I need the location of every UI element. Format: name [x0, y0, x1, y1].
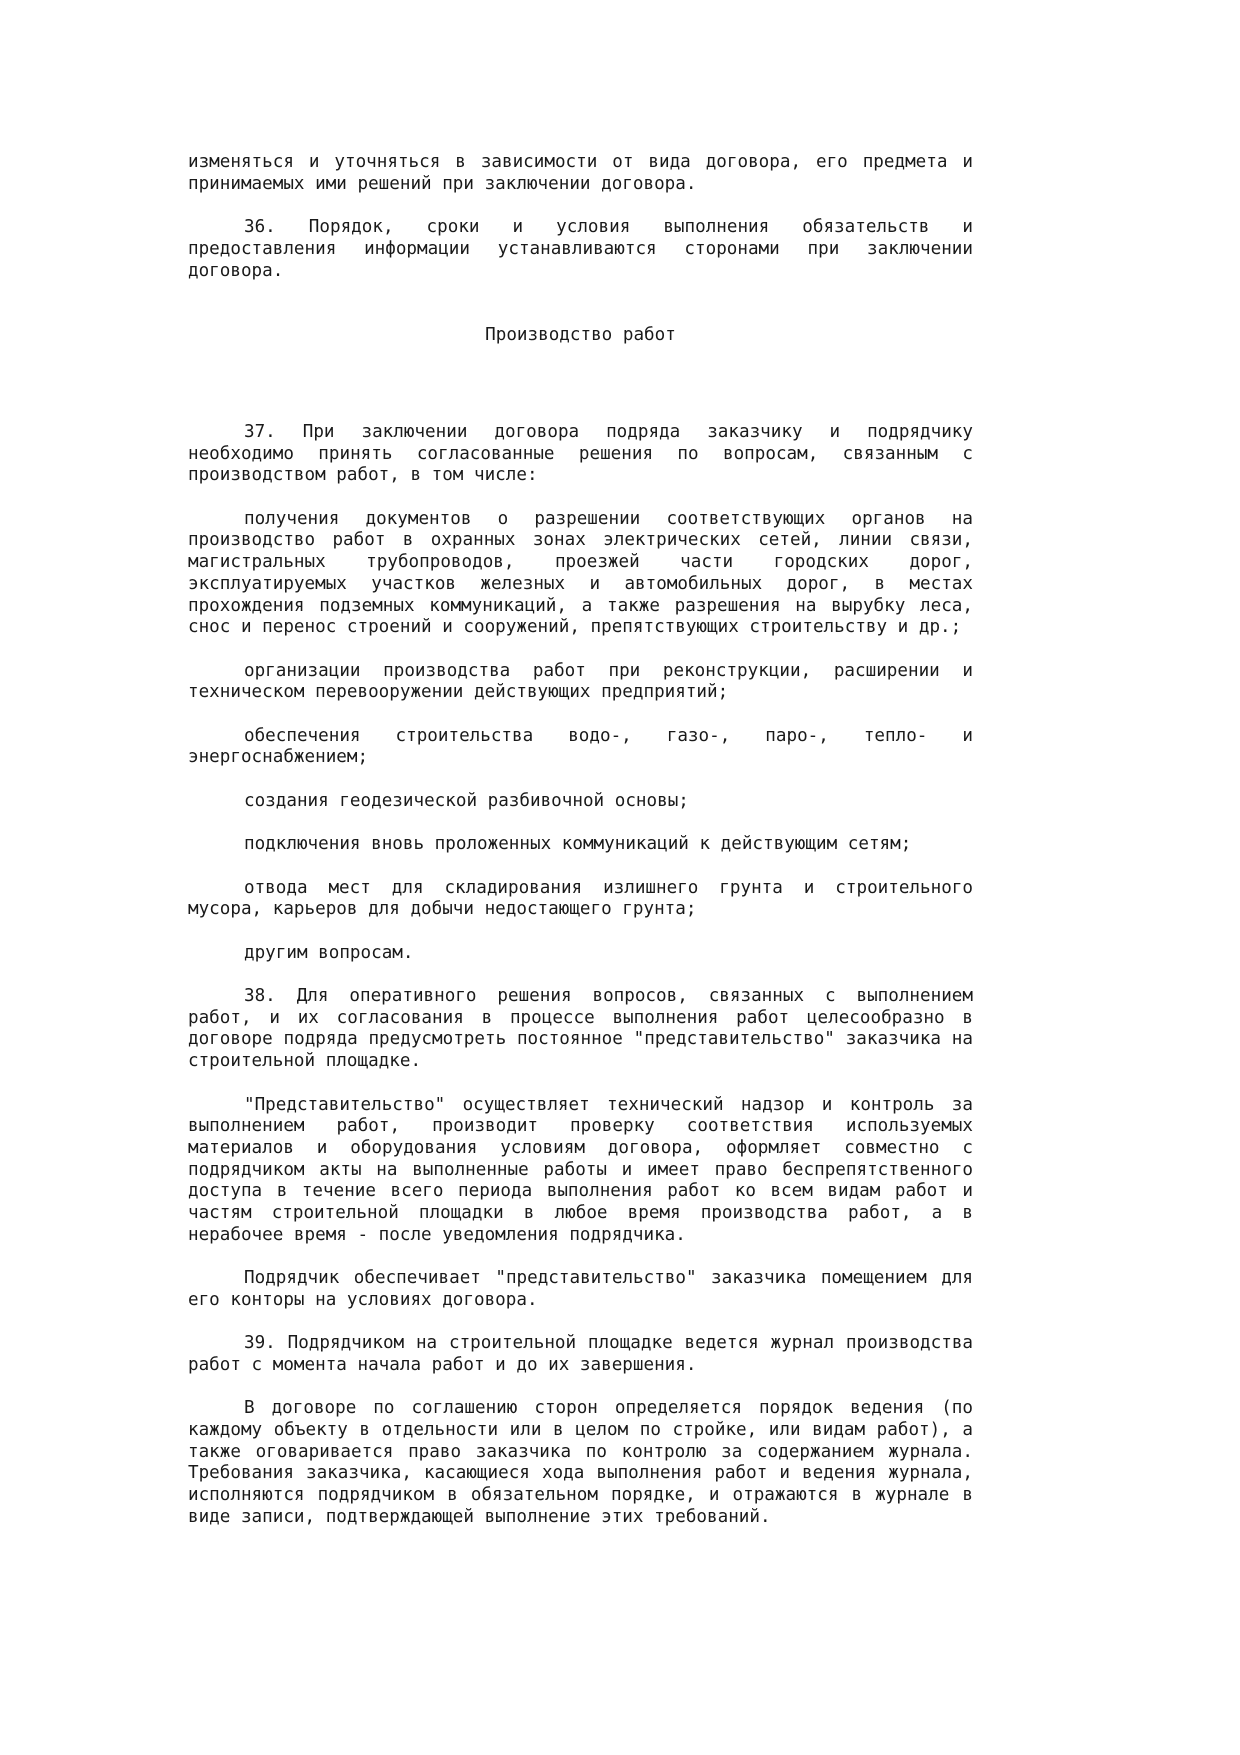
paragraph-37-item-soil: отвода мест для складирования излишнего грунта и строительного мусора, карьеров для добычи недостающего грунта; — [188, 877, 973, 920]
paragraph-37-item-other: другим вопросам. — [244, 942, 414, 963]
paragraph-39: 39. Подрядчиком на строительной площадке ведется журнал производства работ с момента начала работ и до их завершения. — [188, 1333, 973, 1375]
paragraph-38-office: Подрядчик обеспечивает "представительство" заказчика помещением для его конторы на условиях договора. — [188, 1268, 973, 1310]
paragraph-continuation: изменяться и уточняться в зависимости от вида договора, его предмета и принимаемых ими решений при заключении договора. — [188, 152, 973, 194]
document-page — [188, 152, 973, 1550]
paragraph-38: 38. Для оперативного решения вопросов, связанных с выполнением работ, и их согласования в процессе выполнения работ целесообразно в договоре подряда предусмотреть постоянное "представительство" заказчика на строительной площадке. — [188, 986, 973, 1072]
paragraph-37-item-geodesy: создания геодезической разбивочной основы; — [244, 790, 689, 811]
paragraph-39-journal: В договоре по соглашению сторон определяется порядок ведения (по каждому объекту в отдельности или в целом по стройке, или видам работ), а также оговаривается право заказчика по контролю за содержанием журнала. Требования заказчика, касающиеся хода выполнения работ и ведения журнала, исполняются подрядчиком в обязательном порядке, и отражаются в журнале в виде записи, подтверждающей выполнение этих требований. — [188, 1398, 973, 1527]
paragraph-37-item-connection: подключения вновь проложенных коммуникаций к действующим сетям; — [244, 834, 912, 855]
paragraph-37: 37. При заключении договора подряда заказчику и подрядчику необходимо принять согласованные решения по вопросам, связанным с производством работ, в том числе: — [188, 421, 973, 486]
paragraph-37-item-permits: получения документов о разрешении соответствующих органов на производство работ в охранных зонах электрических сетей, линии связи, магистральных трубопроводов, проезжей части городских дорог, эксплуатируемых участков железных и автомобильных дорог, в местах прохождения подземных коммуникаций, а также разрешения на вырубку леса, снос и перенос строений и сооружений, препятствующих строительству и др.; — [188, 508, 973, 638]
paragraph-37-item-reconstruction: организации производства работ при реконструкции, расширении и техническом перевооружении действующих предприятий; — [188, 660, 973, 703]
paragraph-36: 36. Порядок, сроки и условия выполнения обязательств и предоставления информации устанавливаются сторонами при заключении договора. — [188, 217, 973, 281]
paragraph-37-item-utilities: обеспечения строительства водо-, газо-, паро-, тепло- и энергоснабжением; — [188, 725, 973, 768]
section-heading: Производство работ — [485, 325, 676, 346]
paragraph-38-representation: "Представительство" осуществляет технический надзор и контроль за выполнением работ, производит проверку соответствия используемых материалов и оборудования условиям договора, оформляет совместно с подрядчиком акты на выполненные работы и имеет право беспрепятственного доступа в течение всего периода выполнения работ ко всем видам работ и частям строительной площадки в любое время производства работ, а в нерабочее время - после уведомления подрядчика. — [188, 1094, 973, 1245]
